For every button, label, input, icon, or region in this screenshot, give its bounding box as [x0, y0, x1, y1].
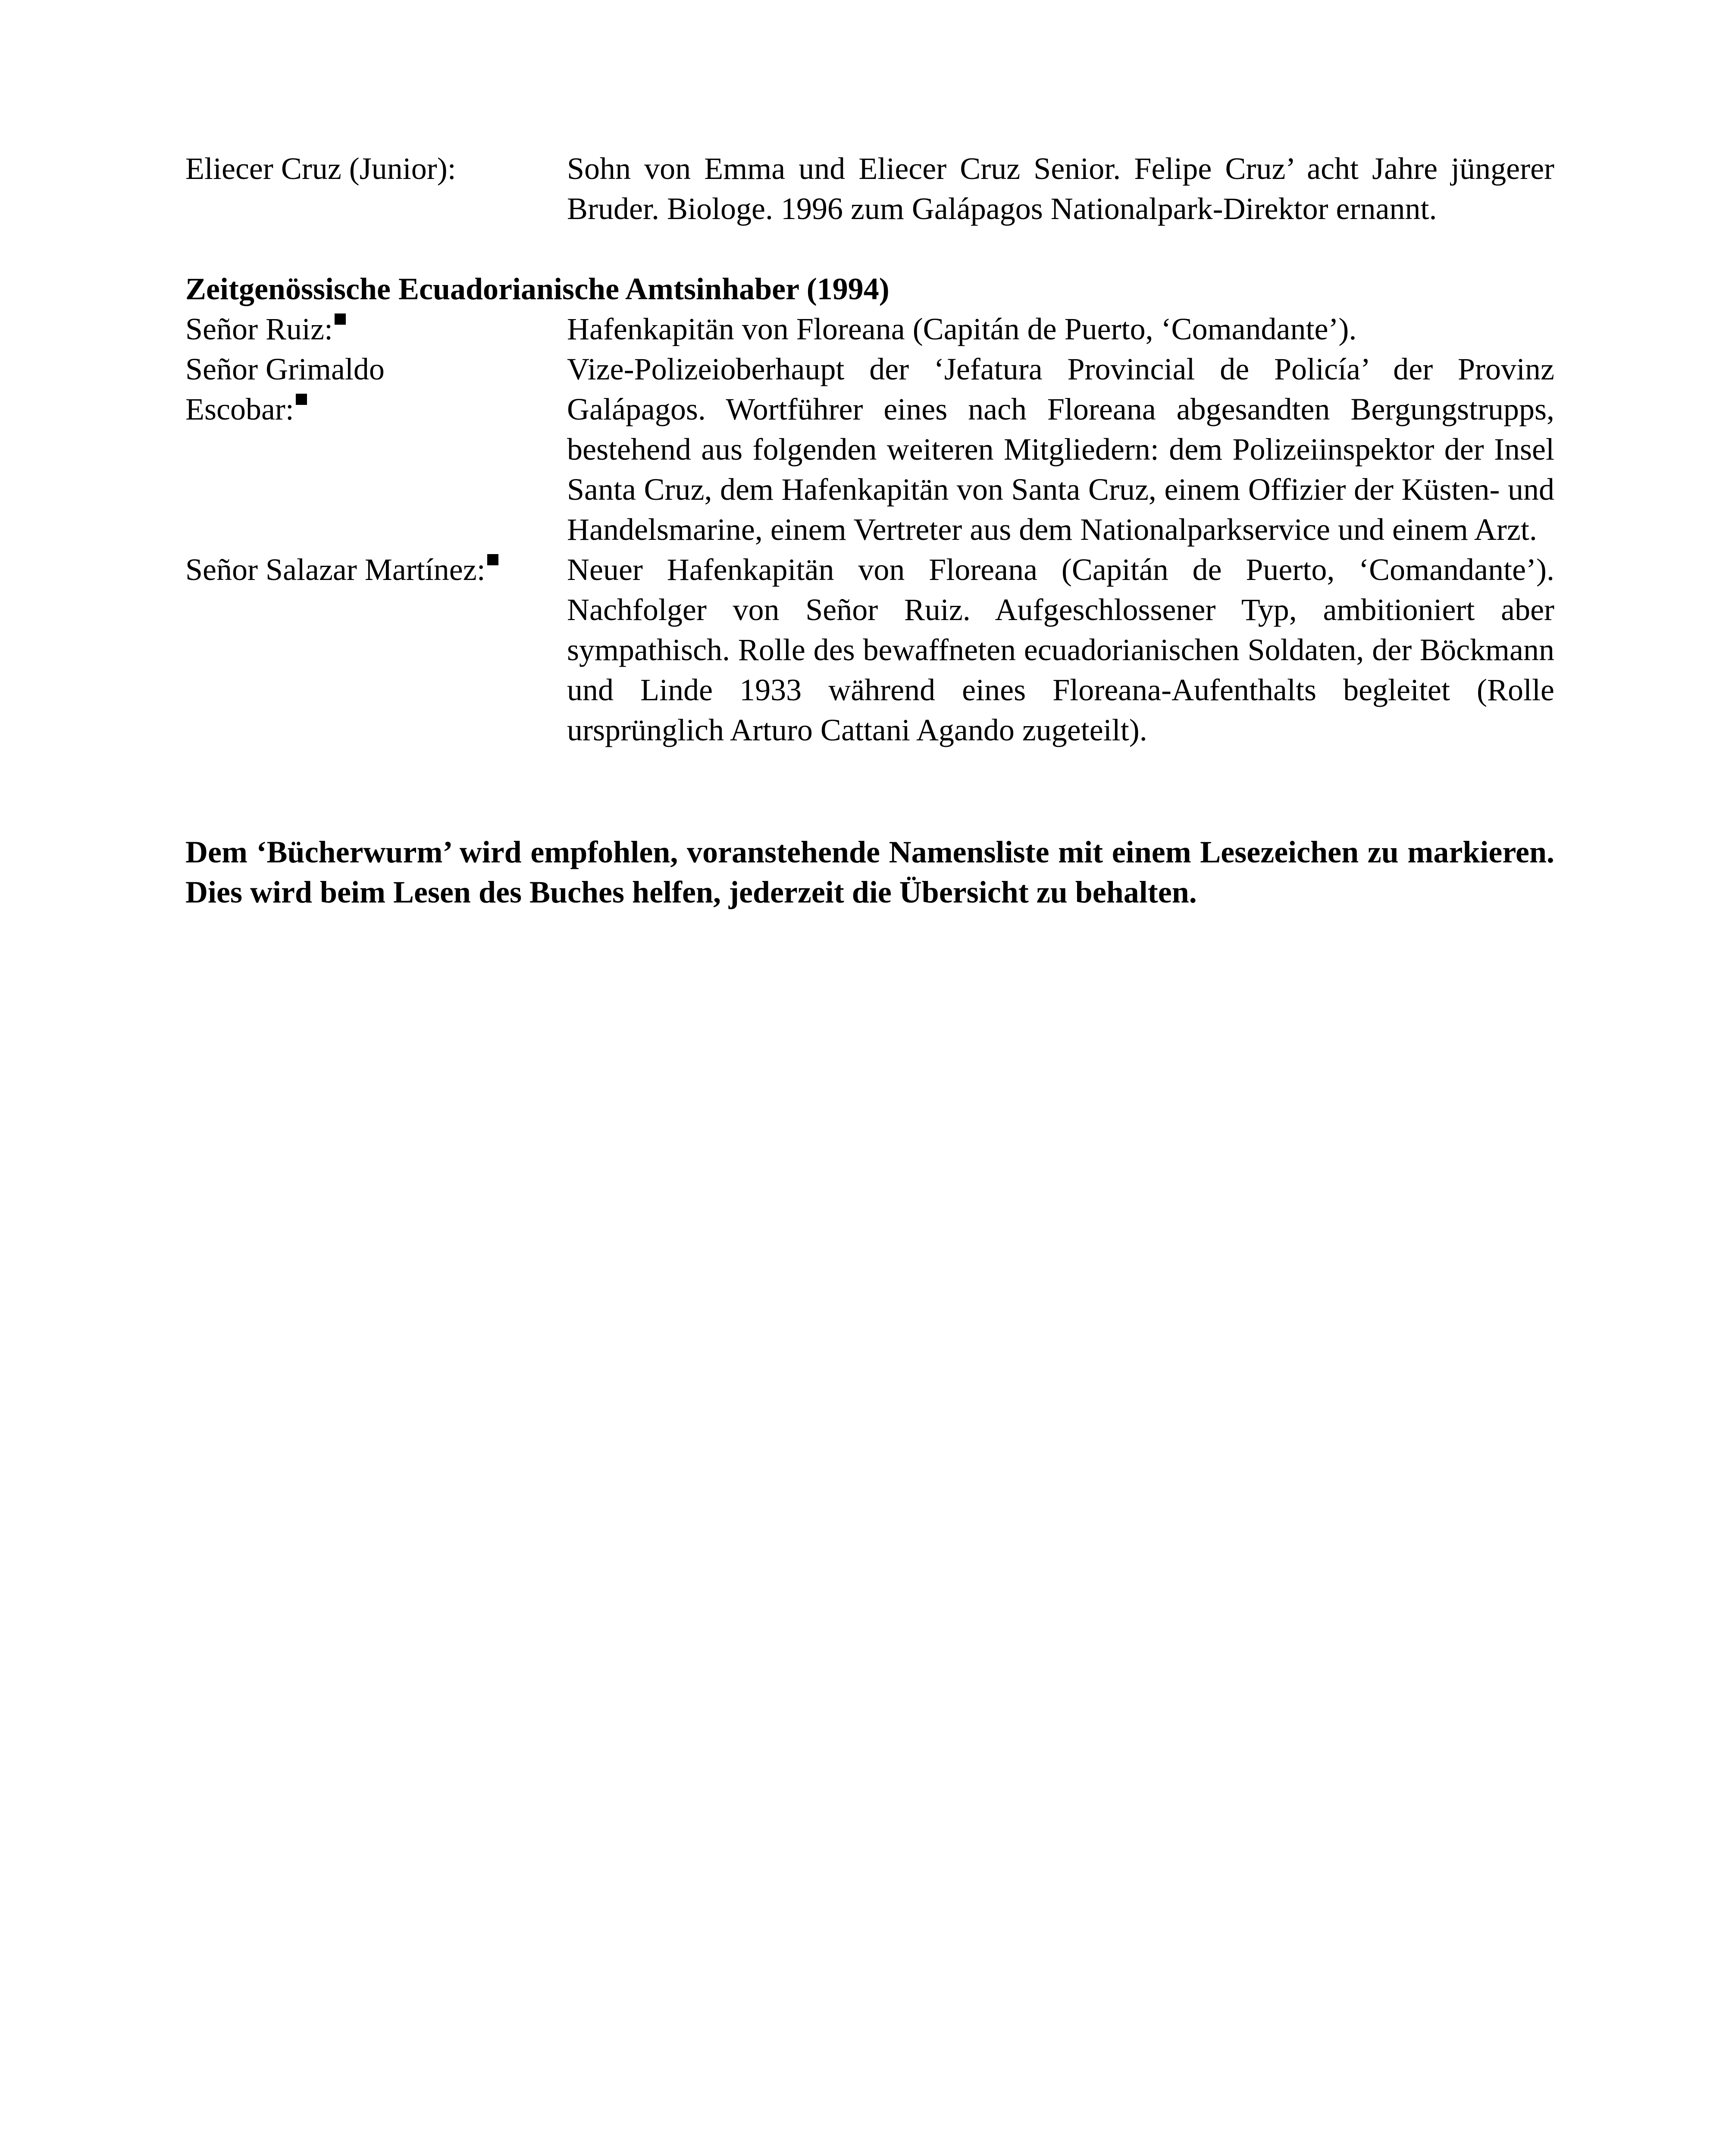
entry-definition: Vize-Polizeioberhaupt der ‘Jefatura Provincial de Policía’ der Provinz Galápagos. Wortführer eines nach Floreana abgesandten Bergungstrupps, bestehend aus folgenden weiteren Mitgliedern: dem Polizeiinspektor der Insel Santa Cruz, dem Hafenkapitän von Santa Cruz, einem Offizier der Küsten- und Handelsmarine, einem Vertreter aus dem Nationalparkservice und einem Arzt.: [567, 352, 1554, 547]
document-page: [185, 149, 1554, 912]
entry-term: [185, 550, 567, 750]
entry-term-line-1: Señor Grimaldo: [185, 352, 385, 386]
square-marker-icon: [335, 313, 346, 325]
square-marker-icon: [487, 554, 498, 565]
entry-term-text: Eliecer Cruz (Junior):: [185, 151, 456, 186]
square-marker-icon: [296, 394, 307, 405]
entry-term: [185, 309, 567, 349]
section-heading: Zeitgenössische Ecuadorianische Amtsinhaber (1994): [185, 272, 889, 306]
entry-definition: Neuer Hafenkapitän von Floreana (Capitán de Puerto, ‘Comandante’). Nachfolger von Señor Ruiz. Aufgeschlossener Typ, ambitioniert aber sympathisch. Rolle des bewaffneten ecuadorianischen Soldaten, der Böckmann und Linde 1933 während eines Floreana-Aufenthalts begleitet (Rolle ursprünglich Arturo Cattani Agando zugeteilt).: [567, 552, 1554, 747]
entry-senor-salazar-martinez: [185, 550, 1554, 750]
entry-eliecer-cruz-junior: [185, 149, 1554, 229]
entry-term-line-2-wrapper: [185, 389, 567, 429]
entry-term: [185, 149, 567, 229]
entry-senor-grimaldo-escobar: [185, 349, 1554, 550]
entry-senor-ruiz: [185, 309, 1554, 349]
entry-term-line-2: Escobar:: [185, 392, 294, 426]
entry-term-text: Señor Salazar Martínez:: [185, 552, 485, 587]
entry-definition: Hafenkapitän von Floreana (Capitán de Puerto, ‘Comandante’).: [567, 312, 1357, 346]
entry-term-text: Señor Ruiz:: [185, 312, 333, 346]
entry-definition: Sohn von Emma und Eliecer Cruz Senior. Felipe Cruz’ acht Jahre jüngerer Bruder. Biologe. 1996 zum Galápagos Nationalpark-Direktor ernannt.: [567, 151, 1554, 226]
recommendation-paragraph: Dem ‘Bücherwurm’ wird empfohlen, voranstehende Namensliste mit einem Lesezeichen zu markieren. Dies wird beim Lesen des Buches helfen, jederzeit die Übersicht zu behalten.: [185, 835, 1554, 909]
entry-term: [185, 349, 567, 550]
